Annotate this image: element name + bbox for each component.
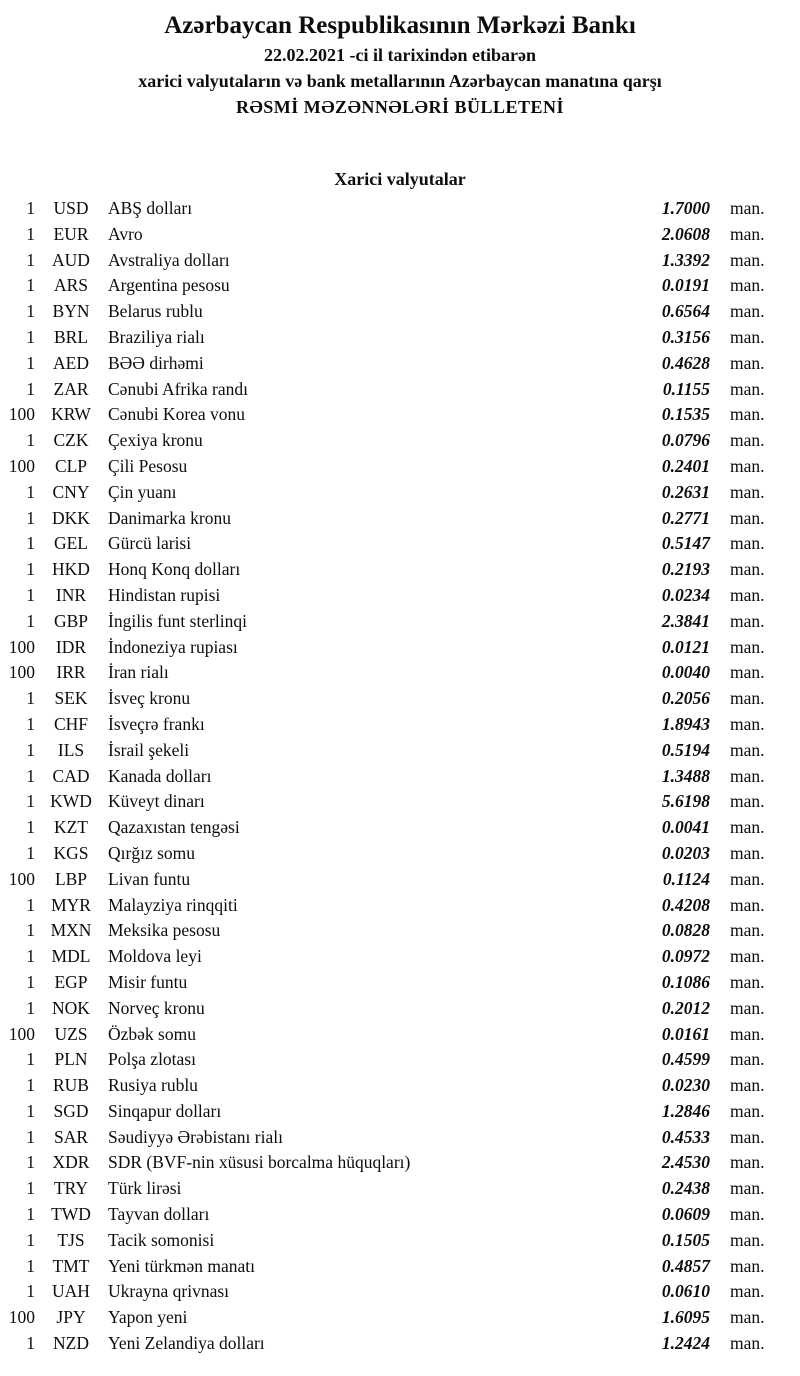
currency-quantity: 100 <box>8 1023 35 1044</box>
currency-name: Cənubi Korea vonu <box>108 404 246 425</box>
rate-row <box>0 766 800 792</box>
currency-code: LBP <box>54 868 88 889</box>
currency-name: Danimarka kronu <box>108 507 231 528</box>
rate-value: 0.2401 <box>661 455 710 476</box>
rate-value: 1.7000 <box>661 198 710 218</box>
page-title: Azərbaycan Respublikasının Mərkəzi Bankı <box>164 12 636 39</box>
rate-row <box>0 1101 800 1127</box>
currency-name: Norveç kronu <box>108 997 205 1018</box>
currency-name: Moldova leyi <box>108 946 202 967</box>
rate-row <box>0 817 800 843</box>
rate-value: 1.2424 <box>661 1333 710 1354</box>
currency-name: Belarus rublu <box>108 301 203 322</box>
rate-value: 0.4599 <box>661 1049 710 1070</box>
rate-value: 1.2846 <box>661 1100 710 1121</box>
currency-code: EUR <box>53 223 89 244</box>
currency-quantity: 1 <box>26 378 35 399</box>
unit-label: man. <box>730 610 765 631</box>
currency-name: İsrail şekeli <box>108 739 190 760</box>
rate-row <box>0 662 800 688</box>
rate-value: 0.0161 <box>661 1023 710 1044</box>
currency-code: SAR <box>53 1126 89 1147</box>
unit-label: man. <box>730 688 765 709</box>
currency-code: KGS <box>53 842 89 863</box>
unit-label: man. <box>730 249 765 270</box>
currency-code: IDR <box>55 636 87 657</box>
currency-name: Türk lirəsi <box>108 1178 182 1199</box>
rate-row <box>0 353 800 379</box>
rate-row <box>0 688 800 714</box>
currency-code: UAH <box>52 1281 90 1302</box>
currency-quantity: 1 <box>26 481 35 502</box>
rate-value: 0.2012 <box>661 997 710 1018</box>
currency-quantity: 100 <box>8 636 35 657</box>
currency-name: BƏƏ dirhəmi <box>108 352 204 373</box>
currency-name: Çin yuanı <box>108 481 177 502</box>
rate-value: 5.6198 <box>661 791 710 812</box>
rate-row <box>0 843 800 869</box>
rate-value: 0.2771 <box>661 507 710 528</box>
currency-code: BYN <box>52 301 90 322</box>
currency-quantity: 1 <box>26 326 35 347</box>
currency-quantity: 1 <box>26 688 35 709</box>
currency-code: MXN <box>50 920 92 941</box>
currency-code: IRR <box>56 662 86 683</box>
rate-row <box>0 327 800 353</box>
currency-code: KWD <box>50 791 92 812</box>
rate-value: 0.0796 <box>661 430 710 451</box>
currency-code: AED <box>53 352 89 373</box>
unit-label: man. <box>730 868 765 889</box>
currency-name: Malayziya rinqqiti <box>108 894 238 915</box>
currency-quantity: 1 <box>26 1255 35 1276</box>
rate-row <box>0 224 800 250</box>
rate-value: 0.0230 <box>661 1075 710 1096</box>
rate-value: 0.6564 <box>661 301 710 322</box>
currency-name: İran rialı <box>108 662 169 683</box>
currency-name: Argentina pesosu <box>108 275 230 296</box>
currency-quantity: 1 <box>26 739 35 760</box>
unit-label: man. <box>730 946 765 967</box>
currency-name: Yapon yeni <box>108 1307 188 1328</box>
currency-code: TMT <box>52 1255 90 1276</box>
currency-name: SDR (BVF-nin xüsusi borcalma hüquqları) <box>108 1152 411 1173</box>
currency-quantity: 1 <box>26 1333 35 1354</box>
currency-name: İsveçrə frankı <box>108 713 205 734</box>
currency-name: Avro <box>108 223 143 244</box>
rate-value: 0.0972 <box>661 946 710 967</box>
rate-row <box>0 1049 800 1075</box>
bulletin-title-line: RƏSMİ MƏZƏNNƏLƏRİ BÜLLETENİ <box>235 97 565 117</box>
currency-code: EGP <box>54 971 88 992</box>
rate-row <box>0 1307 800 1333</box>
rate-value: 0.0234 <box>661 584 710 605</box>
rate-row <box>0 1204 800 1230</box>
unit-label: man. <box>730 275 765 296</box>
unit-label: man. <box>730 352 765 373</box>
currency-quantity: 1 <box>26 1152 35 1173</box>
currency-code: DKK <box>52 507 90 528</box>
rate-value: 1.6095 <box>661 1307 710 1328</box>
currency-name: ABŞ dolları <box>108 198 193 218</box>
rate-value: 0.0040 <box>661 662 710 683</box>
rate-row <box>0 1178 800 1204</box>
rate-value: 0.4533 <box>661 1126 710 1147</box>
rate-value: 0.0041 <box>661 817 710 838</box>
rate-value: 0.2631 <box>661 481 710 502</box>
currency-quantity: 1 <box>26 1049 35 1070</box>
unit-label: man. <box>730 507 765 528</box>
currency-code: NZD <box>53 1333 89 1354</box>
currency-quantity: 1 <box>26 223 35 244</box>
currency-quantity: 1 <box>26 1100 35 1121</box>
rate-row <box>0 456 800 482</box>
currency-code: SEK <box>54 688 88 709</box>
unit-label: man. <box>730 1307 765 1328</box>
currency-code: CNY <box>52 481 90 502</box>
currency-code: TRY <box>53 1178 89 1199</box>
currency-quantity: 1 <box>26 301 35 322</box>
unit-label: man. <box>730 584 765 605</box>
currency-name: Gürcü larisi <box>108 533 192 554</box>
currency-name: Honq Konq dolları <box>108 559 241 580</box>
currency-code: CAD <box>52 765 90 786</box>
currency-code: SGD <box>53 1100 89 1121</box>
rate-row <box>0 920 800 946</box>
rate-value: 2.0608 <box>661 223 710 244</box>
currency-code: ILS <box>57 739 85 760</box>
unit-label: man. <box>730 326 765 347</box>
unit-label: man. <box>730 198 765 218</box>
currency-quantity: 1 <box>26 765 35 786</box>
rate-row <box>0 895 800 921</box>
currency-quantity: 1 <box>26 507 35 528</box>
unit-label: man. <box>730 817 765 838</box>
rate-row <box>0 1152 800 1178</box>
currency-quantity: 1 <box>26 713 35 734</box>
currency-quantity: 1 <box>26 894 35 915</box>
rate-row <box>0 404 800 430</box>
currency-quantity: 1 <box>26 249 35 270</box>
currency-quantity: 1 <box>26 791 35 812</box>
unit-label: man. <box>730 842 765 863</box>
currency-quantity: 100 <box>8 1307 35 1328</box>
rate-row <box>0 740 800 766</box>
rate-row <box>0 559 800 585</box>
unit-label: man. <box>730 1204 765 1225</box>
currency-name: Meksika pesosu <box>108 920 221 941</box>
currency-name: Avstraliya dolları <box>108 249 230 270</box>
currency-name: Çexiya kronu <box>108 430 203 451</box>
currency-name: Tacik somonisi <box>108 1229 215 1250</box>
unit-label: man. <box>730 1229 765 1250</box>
rate-value: 0.0121 <box>661 636 710 657</box>
subject-line: xarici valyutaların və bank metallarının Azərbaycan manatına qarşı <box>138 71 662 91</box>
currency-name: Qırğız somu <box>108 842 196 863</box>
rate-value: 0.2193 <box>661 559 710 580</box>
currency-code: INR <box>55 584 87 605</box>
currency-name: Çili Pesosu <box>108 455 188 476</box>
rate-value: 0.5194 <box>661 739 710 760</box>
rate-value: 0.1155 <box>662 378 710 399</box>
rate-row <box>0 1230 800 1256</box>
rate-row <box>0 198 800 224</box>
currency-name: Yeni Zelandiya dolları <box>108 1333 265 1354</box>
rate-value: 0.0610 <box>661 1281 710 1302</box>
currency-quantity: 1 <box>26 1229 35 1250</box>
currency-quantity: 1 <box>26 559 35 580</box>
unit-label: man. <box>730 713 765 734</box>
unit-label: man. <box>730 1152 765 1173</box>
unit-label: man. <box>730 765 765 786</box>
rate-row <box>0 379 800 405</box>
currency-name: Sinqapur dolları <box>108 1100 222 1121</box>
rate-value: 0.1124 <box>662 868 710 889</box>
currency-name: Ukrayna qrivnası <box>108 1281 230 1302</box>
currency-name: Yeni türkmən manatı <box>108 1255 255 1276</box>
currency-quantity: 100 <box>8 662 35 683</box>
rate-row <box>0 1127 800 1153</box>
rate-value: 0.0203 <box>661 842 710 863</box>
unit-label: man. <box>730 378 765 399</box>
currency-name: Səudiyyə Ərəbistanı rialı <box>108 1126 283 1147</box>
currency-quantity: 1 <box>26 533 35 554</box>
currency-name: Braziliya rialı <box>108 326 205 347</box>
rate-row <box>0 508 800 534</box>
rate-value: 0.1535 <box>661 404 710 425</box>
unit-label: man. <box>730 1281 765 1302</box>
currency-quantity: 1 <box>26 275 35 296</box>
rate-row <box>0 533 800 559</box>
currency-name: Tayvan dolları <box>108 1204 210 1225</box>
unit-label: man. <box>730 894 765 915</box>
currency-code: UZS <box>54 1023 88 1044</box>
unit-label: man. <box>730 404 765 425</box>
currency-code: GEL <box>53 533 89 554</box>
rate-row <box>0 275 800 301</box>
unit-label: man. <box>730 430 765 451</box>
rate-value: 1.8943 <box>661 713 710 734</box>
currency-code: MDL <box>51 946 91 967</box>
currency-quantity: 1 <box>26 971 35 992</box>
currency-quantity: 100 <box>8 868 35 889</box>
currency-name: Küveyt dinarı <box>108 791 205 812</box>
rate-row <box>0 1333 800 1359</box>
currency-name: Livan funtu <box>108 868 191 889</box>
currency-code: KRW <box>51 404 91 425</box>
currency-quantity: 1 <box>26 352 35 373</box>
rate-row <box>0 250 800 276</box>
rate-row <box>0 482 800 508</box>
currency-name: Hindistan rupisi <box>108 584 221 605</box>
currency-code: TWD <box>51 1204 91 1225</box>
rate-row <box>0 791 800 817</box>
currency-code: USD <box>53 198 89 218</box>
currency-quantity: 1 <box>26 946 35 967</box>
rate-value: 0.2438 <box>661 1178 710 1199</box>
unit-label: man. <box>730 559 765 580</box>
section-title-foreign-currencies: Xarici valyutalar <box>334 169 466 189</box>
unit-label: man. <box>730 739 765 760</box>
currency-code: AUD <box>52 249 90 270</box>
currency-quantity: 1 <box>26 997 35 1018</box>
currency-quantity: 1 <box>26 1178 35 1199</box>
currency-code: MYR <box>51 894 91 915</box>
currency-quantity: 1 <box>26 920 35 941</box>
rate-row <box>0 430 800 456</box>
currency-name: İngilis funt sterlinqi <box>108 610 248 631</box>
rate-value: 0.5147 <box>661 533 710 554</box>
rate-row <box>0 1024 800 1050</box>
rate-value: 1.3392 <box>661 249 710 270</box>
rate-value: 0.4628 <box>661 352 710 373</box>
rate-value: 0.4208 <box>661 894 710 915</box>
rate-row <box>0 1281 800 1307</box>
rate-row <box>0 1256 800 1282</box>
rate-row <box>0 998 800 1024</box>
rate-row <box>0 637 800 663</box>
currency-code: HKD <box>52 559 90 580</box>
currency-quantity: 1 <box>26 610 35 631</box>
unit-label: man. <box>730 455 765 476</box>
rate-value: 0.4857 <box>661 1255 710 1276</box>
unit-label: man. <box>730 920 765 941</box>
currency-code: CLP <box>54 455 88 476</box>
currency-quantity: 1 <box>26 1204 35 1225</box>
unit-label: man. <box>730 1255 765 1276</box>
currency-name: Misir funtu <box>108 971 188 992</box>
rate-value: 0.1086 <box>661 971 710 992</box>
currency-name: Rusiya rublu <box>108 1075 198 1096</box>
unit-label: man. <box>730 301 765 322</box>
rate-value: 1.3488 <box>661 765 710 786</box>
rate-row <box>0 1075 800 1101</box>
bulletin-header <box>0 0 800 120</box>
currency-quantity: 100 <box>8 455 35 476</box>
unit-label: man. <box>730 662 765 683</box>
rate-row <box>0 301 800 327</box>
unit-label: man. <box>730 971 765 992</box>
currency-name: Polşa zlotası <box>108 1049 196 1070</box>
rate-row <box>0 972 800 998</box>
currency-code: PLN <box>54 1049 88 1070</box>
currency-name: Qazaxıstan tengəsi <box>108 817 240 838</box>
currency-quantity: 100 <box>8 404 35 425</box>
currency-quantity: 1 <box>26 817 35 838</box>
rate-row <box>0 946 800 972</box>
unit-label: man. <box>730 223 765 244</box>
rate-value: 0.0191 <box>661 275 710 296</box>
currency-code: TJS <box>57 1229 85 1250</box>
currency-name: Özbək somu <box>108 1023 196 1044</box>
currency-quantity: 1 <box>26 198 35 218</box>
currency-code: RUB <box>53 1075 89 1096</box>
currency-code: BRL <box>53 326 89 347</box>
currency-quantity: 1 <box>26 430 35 451</box>
rate-value: 0.0609 <box>661 1204 710 1225</box>
unit-label: man. <box>730 636 765 657</box>
currency-code: KZT <box>53 817 89 838</box>
rate-row <box>0 714 800 740</box>
currency-quantity: 1 <box>26 584 35 605</box>
exchange-rates-table <box>0 198 800 1359</box>
unit-label: man. <box>730 997 765 1018</box>
currency-name: İndoneziya rupiası <box>108 636 238 657</box>
rate-value: 0.0828 <box>661 920 710 941</box>
currency-code: GBP <box>53 610 89 631</box>
effective-date-line: 22.02.2021 -ci il tarixindən etibarən <box>264 45 536 65</box>
rate-row <box>0 869 800 895</box>
rate-value: 2.4530 <box>661 1152 710 1173</box>
unit-label: man. <box>730 1178 765 1199</box>
unit-label: man. <box>730 1333 765 1354</box>
currency-code: XDR <box>52 1152 90 1173</box>
unit-label: man. <box>730 791 765 812</box>
rate-value: 0.2056 <box>661 688 710 709</box>
rate-value: 0.1505 <box>661 1229 710 1250</box>
currency-name: Kanada dolları <box>108 765 212 786</box>
currency-name: Cənubi Afrika randı <box>108 378 248 399</box>
rate-row <box>0 585 800 611</box>
unit-label: man. <box>730 1049 765 1070</box>
currency-code: JPY <box>56 1307 86 1328</box>
currency-code: CHF <box>53 713 89 734</box>
unit-label: man. <box>730 481 765 502</box>
unit-label: man. <box>730 1075 765 1096</box>
unit-label: man. <box>730 533 765 554</box>
currency-code: NOK <box>52 997 90 1018</box>
currency-quantity: 1 <box>26 1281 35 1302</box>
currency-name: İsveç kronu <box>108 688 191 709</box>
currency-quantity: 1 <box>26 1075 35 1096</box>
unit-label: man. <box>730 1126 765 1147</box>
currency-code: CZK <box>53 430 89 451</box>
currency-code: ZAR <box>53 378 89 399</box>
currency-code: ARS <box>53 275 89 296</box>
currency-quantity: 1 <box>26 1126 35 1147</box>
rate-value: 0.3156 <box>661 326 710 347</box>
currency-quantity: 1 <box>26 842 35 863</box>
rate-row <box>0 611 800 637</box>
unit-label: man. <box>730 1023 765 1044</box>
rate-value: 2.3841 <box>661 610 710 631</box>
unit-label: man. <box>730 1100 765 1121</box>
